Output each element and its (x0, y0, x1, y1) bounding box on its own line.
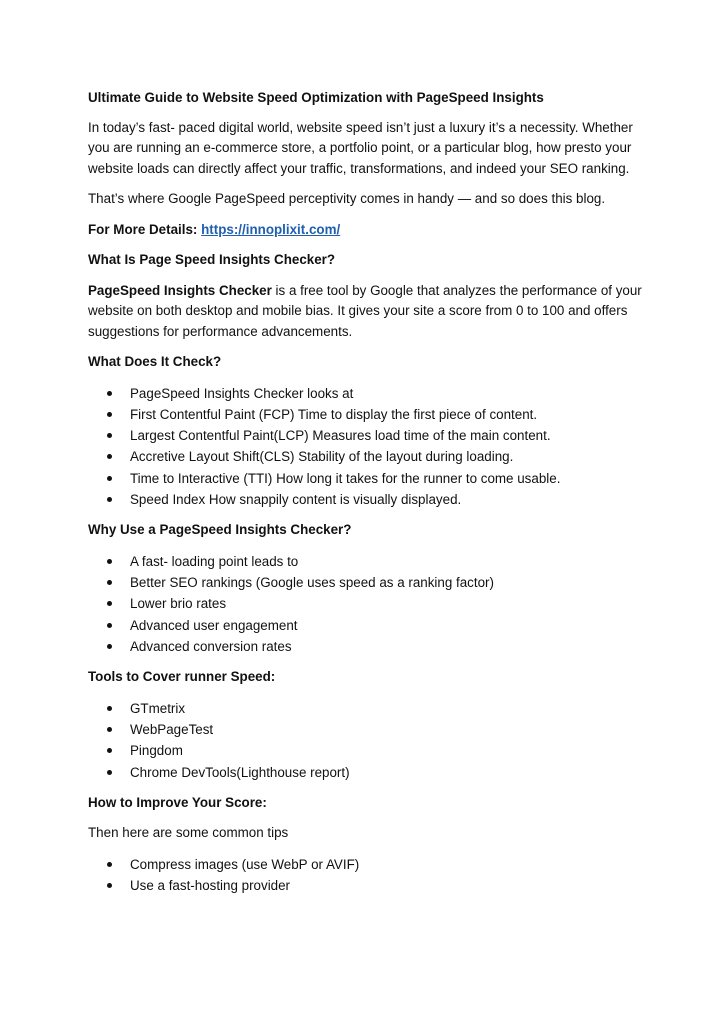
document-title: Ultimate Guide to Website Speed Optimization with PageSpeed Insights (88, 90, 544, 105)
list-item-text: A fast- loading point leads to (130, 553, 299, 569)
bullet-icon (107, 727, 112, 732)
list-item-text: Chrome DevTools(Lighthouse report) (130, 764, 350, 780)
bullet-icon (107, 644, 112, 649)
bullet-icon (107, 883, 112, 888)
list-item-text: Compress images (use WebP or AVIF) (130, 856, 360, 872)
list-item-text: Advanced conversion rates (130, 638, 292, 654)
heading-tools: Tools to Cover runner Speed: (88, 669, 276, 685)
improve-intro: Then here are some common tips (88, 825, 289, 841)
list-item (88, 446, 648, 467)
bullet-icon (107, 748, 112, 753)
list-item (88, 854, 648, 875)
second-paragraph: That’s where Google PageSpeed perceptivity comes in handy — and so does this blog. (88, 191, 606, 206)
list-item-text: Speed Index How snappily content is visually displayed. (130, 491, 462, 507)
list-item-text: Largest Contentful Paint(LCP) Measures load time of the main content. (130, 428, 551, 444)
list-item-text: Time to Interactive (TTI) How long it takes for the runner to come usable. (130, 470, 561, 486)
what-is-paragraph (88, 281, 648, 343)
tools-list (88, 698, 648, 783)
list-item-text: WebPageTest (130, 722, 214, 738)
list-item (88, 740, 648, 761)
details-label: For More Details: (88, 221, 202, 237)
bullet-icon (107, 862, 112, 867)
list-item (88, 383, 648, 404)
bullet-icon (107, 770, 112, 775)
list-item (88, 572, 648, 593)
list-item (88, 615, 648, 636)
list-item (88, 404, 648, 425)
why-list (88, 551, 648, 657)
bullet-icon (107, 623, 112, 628)
bullet-icon (107, 580, 112, 585)
list-item (88, 636, 648, 657)
intro-paragraph: In today’s fast- paced digital world, website speed isn’t just a luxury it’s a necessity. Whether you are running an e-commerce store, a portfolio point, or a particular blog, how presto your website loads can directly affect your traffic, transformations, and indeed your SEO ranking. (88, 119, 633, 176)
bullet-icon (107, 706, 112, 711)
document-page (88, 88, 648, 907)
list-item (88, 593, 648, 614)
list-item-text: Lower brio rates (130, 596, 227, 612)
list-item-text: PageSpeed Insights Checker looks at (130, 385, 354, 401)
bullet-icon (107, 559, 112, 564)
bullet-icon (107, 476, 112, 481)
list-item-text: First Contentful Paint (FCP) Time to display the first piece of content. (130, 406, 538, 422)
list-item-text: Use a fast-hosting provider (130, 878, 291, 894)
what-is-body: is a free tool by Google that analyzes the performance of your website on both desktop and mobile bias. It gives your site a score from 0 to 100 and offers suggestions for performance advancements. (88, 282, 642, 339)
improve-list (88, 854, 648, 897)
list-item-text: Pingdom (130, 743, 183, 759)
bullet-icon (107, 412, 112, 417)
list-item-text: Advanced user engagement (130, 617, 298, 633)
heading-improve: How to Improve Your Score: (88, 794, 267, 810)
list-item (88, 719, 648, 740)
details-line (88, 220, 648, 241)
bullet-icon (107, 391, 112, 396)
list-item (88, 698, 648, 719)
list-item-text: Better SEO rankings (Google uses speed as a ranking factor) (130, 575, 494, 591)
bullet-icon (107, 497, 112, 502)
details-link[interactable]: https://innoplixit.com/ (201, 221, 341, 237)
list-item-text: GTmetrix (130, 700, 186, 716)
what-is-bold-lead: PageSpeed Insights Checker (88, 282, 272, 298)
list-item-text: Accretive Layout Shift(CLS) Stability of the layout during loading. (130, 449, 514, 465)
bullet-icon (107, 454, 112, 459)
list-item (88, 875, 648, 896)
heading-checks: What Does It Check? (88, 354, 222, 369)
bullet-icon (107, 433, 112, 438)
checks-list (88, 383, 648, 511)
list-item (88, 425, 648, 446)
list-item (88, 551, 648, 572)
list-item (88, 468, 648, 489)
heading-why: Why Use a PageSpeed Insights Checker? (88, 522, 352, 538)
list-item (88, 762, 648, 783)
heading-what-is: What Is Page Speed Insights Checker? (88, 252, 336, 267)
list-item (88, 489, 648, 510)
bullet-icon (107, 601, 112, 606)
